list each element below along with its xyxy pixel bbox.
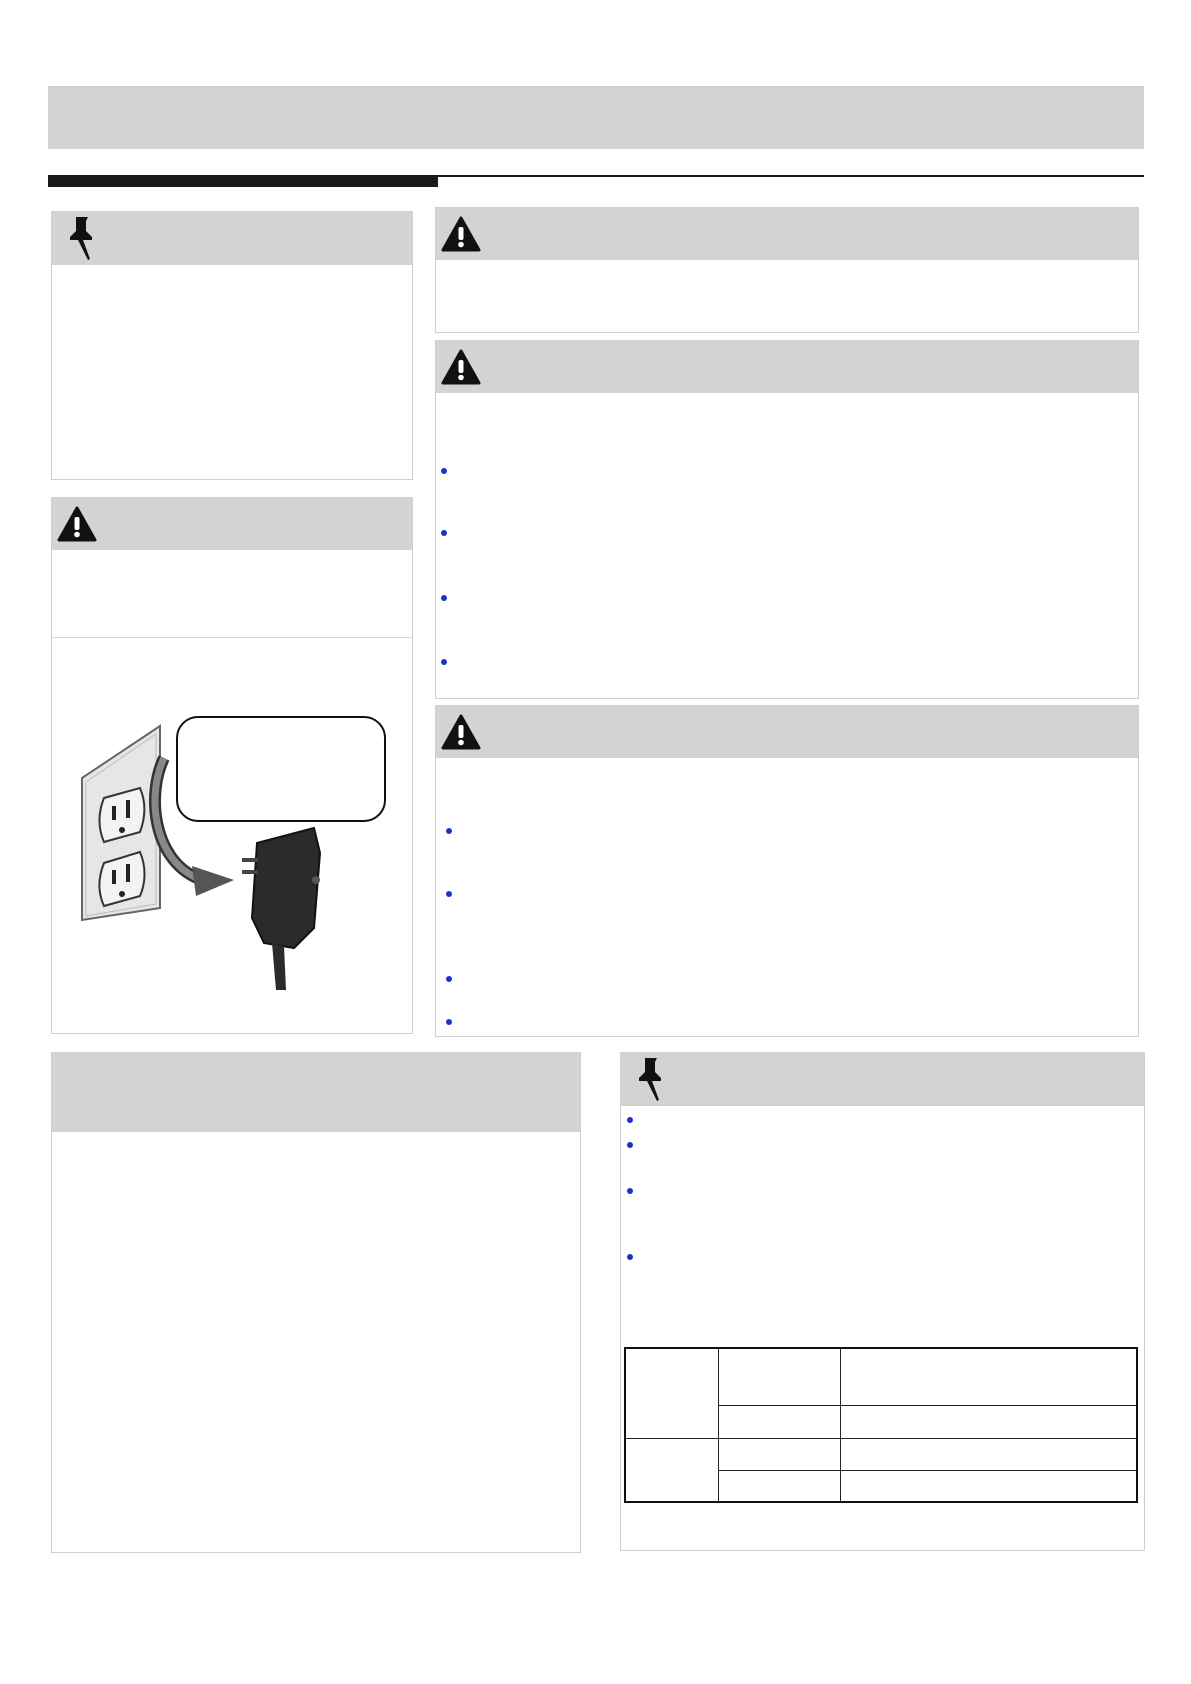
warning-box-3 xyxy=(435,705,1139,1037)
bullet-dot xyxy=(441,530,447,536)
warning-box-header xyxy=(436,341,1138,393)
section-box-bottom-left xyxy=(51,1052,581,1553)
warning-box-1 xyxy=(435,207,1139,333)
bullet-dot xyxy=(441,468,447,474)
warning-box-header xyxy=(436,208,1138,260)
warning-icon xyxy=(441,349,481,385)
note-box-header xyxy=(621,1053,1144,1106)
warning-icon xyxy=(441,216,481,252)
bullet-dot xyxy=(627,1254,633,1260)
note-box-top-left xyxy=(51,211,413,480)
table-cell xyxy=(719,1438,841,1470)
table-row xyxy=(625,1438,1137,1470)
note-box-bottom-right xyxy=(620,1052,1145,1551)
note-box-header xyxy=(52,212,412,265)
table-cell xyxy=(719,1405,841,1438)
warning-box-2 xyxy=(435,340,1139,699)
pushpin-icon xyxy=(64,215,98,263)
bullet-dot xyxy=(446,1019,452,1025)
table-row xyxy=(625,1348,1137,1405)
table-cell xyxy=(625,1438,719,1502)
warning-box-header xyxy=(52,498,412,550)
bullet-dot xyxy=(446,891,452,897)
table-cell xyxy=(625,1348,719,1438)
table-cell xyxy=(841,1470,1138,1502)
pushpin-icon xyxy=(633,1056,667,1104)
table-cell xyxy=(841,1348,1138,1405)
spec-table xyxy=(624,1347,1138,1503)
table-cell xyxy=(841,1438,1138,1470)
bullet-dot xyxy=(627,1117,633,1123)
callout-bubble xyxy=(176,716,386,822)
table-cell xyxy=(719,1470,841,1502)
warning-icon xyxy=(57,506,97,542)
title-rule-thin xyxy=(438,175,1144,177)
bullet-dot xyxy=(627,1142,633,1148)
section-box-header xyxy=(52,1053,580,1132)
bullet-dot xyxy=(446,828,452,834)
table-cell xyxy=(841,1405,1138,1438)
bullet-dot xyxy=(627,1188,633,1194)
warning-icon xyxy=(441,714,481,750)
bullet-dot xyxy=(446,976,452,982)
warning-box-header xyxy=(436,706,1138,758)
title-rule-thick xyxy=(48,175,438,187)
bullet-dot xyxy=(441,659,447,665)
bullet-dot xyxy=(441,595,447,601)
table-cell xyxy=(719,1348,841,1405)
divider xyxy=(52,637,412,638)
page-title-band xyxy=(48,86,1144,149)
